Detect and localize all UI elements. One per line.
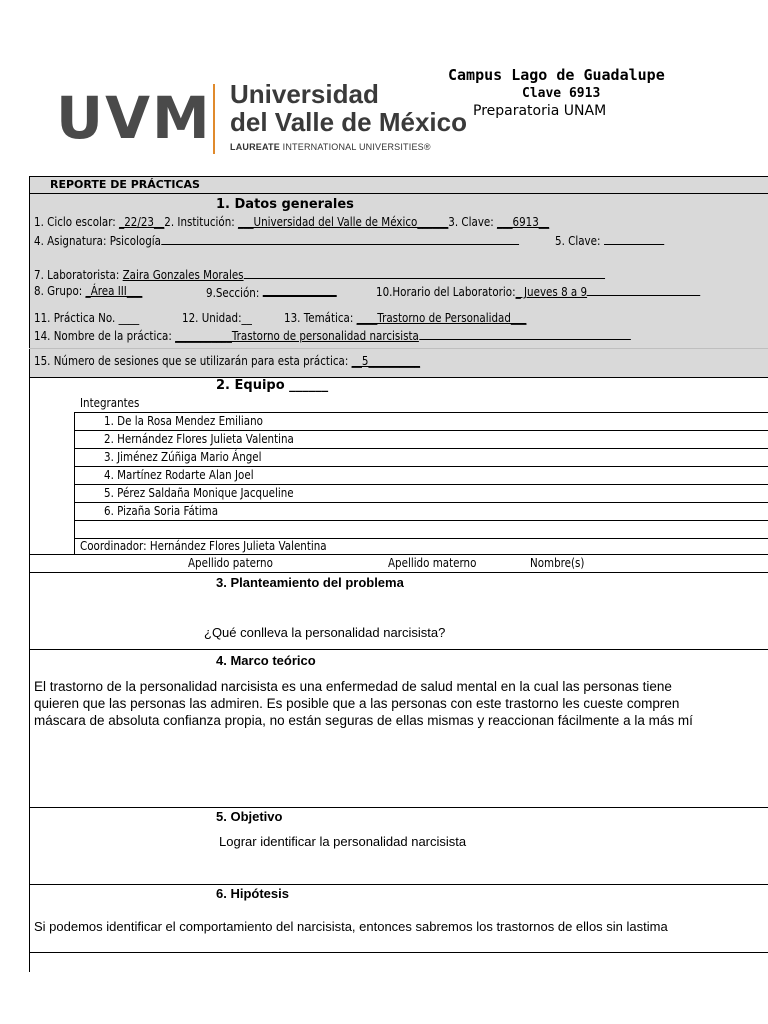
section2-title: 2. Equipo ______ — [216, 378, 329, 393]
members-row-border-3 — [74, 466, 768, 467]
asignatura-blank — [161, 233, 519, 245]
hypothesis-text: Si podemos identificar el comportamiento del narcisista, entonces sabremos los trastornos de ellos sin lastima — [34, 919, 668, 934]
members-top-border — [74, 412, 768, 413]
member-item: 2. Hernández Flores Julieta Valentina — [104, 432, 294, 446]
marco-line-3: máscara de absoluta confianza propia, no están seguras de ellas mismas y reaccionan fácilmente a la más mí — [34, 713, 693, 728]
sesiones-value: __5__________ — [351, 354, 421, 368]
members-left-border — [74, 412, 75, 554]
campus-name: Campus Lago de Guadalupe — [448, 66, 665, 84]
university-name — [230, 80, 467, 136]
row-seccion — [206, 284, 337, 300]
uvm-logo-mark: UVM — [56, 84, 212, 152]
coordinador-bottom-border — [29, 554, 768, 555]
title-row-border — [29, 193, 768, 194]
problem-statement: ¿Qué conlleva la personalidad narcisista? — [204, 625, 446, 640]
row-clave5 — [555, 233, 664, 248]
member-item: 5. Pérez Saldaña Monique Jacqueline — [104, 486, 294, 500]
laureate-tagline — [230, 142, 431, 152]
member-item: 4. Martínez Rodarte Alan Joel — [104, 468, 254, 482]
clave-label: 3. Clave: — [448, 215, 498, 229]
seccion-label: 9.Sección: — [206, 286, 263, 300]
row-practica — [34, 311, 139, 325]
laureate-rest: INTERNATIONAL UNIVERSITIES® — [279, 142, 431, 152]
horario-label: 10.Horario del Laboratorio: — [376, 285, 516, 299]
section4-bottom-border — [29, 807, 768, 808]
row-horario — [376, 284, 701, 299]
row-asignatura — [34, 233, 519, 248]
laboratorista-blank — [244, 267, 605, 279]
section2-bottom-border — [29, 572, 768, 573]
row-unidad — [182, 311, 252, 325]
section3-bottom-border — [29, 649, 768, 650]
section1-bottom-border — [29, 377, 768, 378]
clave5-blank — [604, 233, 664, 245]
member-item: 6. Pizaña Soria Fátima — [104, 504, 219, 518]
section3-title: 3. Planteamiento del problema — [216, 575, 404, 590]
tematica-label: 13. Temática: — [284, 311, 357, 325]
col-apellido-paterno: Apellido paterno — [188, 556, 273, 570]
members-row-border-6 — [74, 520, 768, 521]
ciclo-value: _22/23__ — [119, 215, 165, 229]
nombre-value: ___________Trastorno de personalidad narcisista — [175, 329, 419, 343]
section1-title: 1. Datos generales — [216, 197, 354, 212]
integrantes-label: Integrantes — [80, 396, 140, 410]
member-item: 3. Jiménez Zúñiga Mario Ángel — [104, 450, 262, 464]
coordinador-label: Coordinador: Hernández Flores Julieta Valentina — [80, 539, 327, 553]
table-left-border — [29, 176, 30, 972]
objective-text: Lograr identificar la personalidad narcisista — [219, 834, 467, 849]
table-top-border — [29, 176, 768, 177]
logo-divider — [213, 84, 215, 154]
campus-prepa: Preparatoria UNAM — [473, 103, 607, 119]
nombre-label: 14. Nombre de la práctica: — [34, 329, 176, 343]
unidad-label: 12. Unidad:__ — [182, 311, 252, 325]
section6-bottom-border — [29, 952, 768, 953]
sesiones-label: 15. Número de sesiones que se utilizarán para esta práctica: — [34, 354, 352, 368]
section5-title: 5. Objetivo — [216, 809, 283, 824]
campus-clave: Clave 6913 — [522, 86, 601, 101]
members-row-border-5 — [74, 502, 768, 503]
seccion-blank — [263, 284, 337, 297]
horario-value: _ Jueves 8 a 9 — [515, 285, 588, 299]
member-item: 1. De la Rosa Mendez Emiliano — [104, 414, 263, 428]
row-ciclo — [34, 215, 549, 229]
section5-bottom-border — [29, 884, 768, 885]
report-title: REPORTE DE PRÁCTICAS — [50, 178, 200, 191]
col-apellido-materno: Apellido materno — [388, 556, 477, 570]
university-name-line1: Universidad — [230, 79, 379, 109]
grupo-label: 8. Grupo: — [34, 284, 86, 298]
members-row-border-1 — [74, 430, 768, 431]
sesiones-separator — [29, 348, 768, 349]
section6-title: 6. Hipótesis — [216, 886, 289, 901]
row-sesiones — [34, 354, 420, 368]
marco-line-2: quieren que las personas las admiren. Es posible que a las personas con este trastorno les cueste compren — [34, 696, 680, 711]
practica-label: 11. Práctica No. ____ — [34, 311, 140, 325]
row-tematica — [284, 311, 526, 325]
institucion-value: ___Universidad del Valle de México______ — [238, 215, 449, 229]
institucion-label: 2. Institución: — [164, 215, 239, 229]
university-name-line2: del Valle de México — [230, 107, 467, 137]
asignatura-label: 4. Asignatura: Psicología — [34, 234, 161, 248]
grupo-value: _Área III___ — [85, 284, 143, 298]
section4-title: 4. Marco teórico — [216, 653, 316, 668]
row-nombre-practica — [34, 328, 630, 343]
nombre-blank — [419, 328, 631, 340]
clave5-label: 5. Clave: — [555, 234, 604, 248]
col-nombres: Nombre(s) — [530, 556, 585, 570]
clave-value: ___6913__ — [497, 215, 550, 229]
members-row-border-4 — [74, 484, 768, 485]
horario-blank — [587, 284, 701, 296]
row-grupo — [34, 284, 142, 298]
tematica-value: ____Trastorno de Personalidad___ — [356, 311, 527, 325]
laboratorista-label: 7. Laboratorista: — [34, 268, 123, 282]
members-row-border-2 — [74, 448, 768, 449]
ciclo-label: 1. Ciclo escolar: — [34, 215, 120, 229]
laboratorista-value: Zaira Gonzales Morales — [122, 268, 244, 282]
marco-line-1: El trastorno de la personalidad narcisista es una enfermedad de salud mental en la cual las personas tiene — [34, 679, 672, 694]
row-laboratorista — [34, 267, 605, 282]
laureate-bold: LAUREATE — [230, 142, 280, 152]
